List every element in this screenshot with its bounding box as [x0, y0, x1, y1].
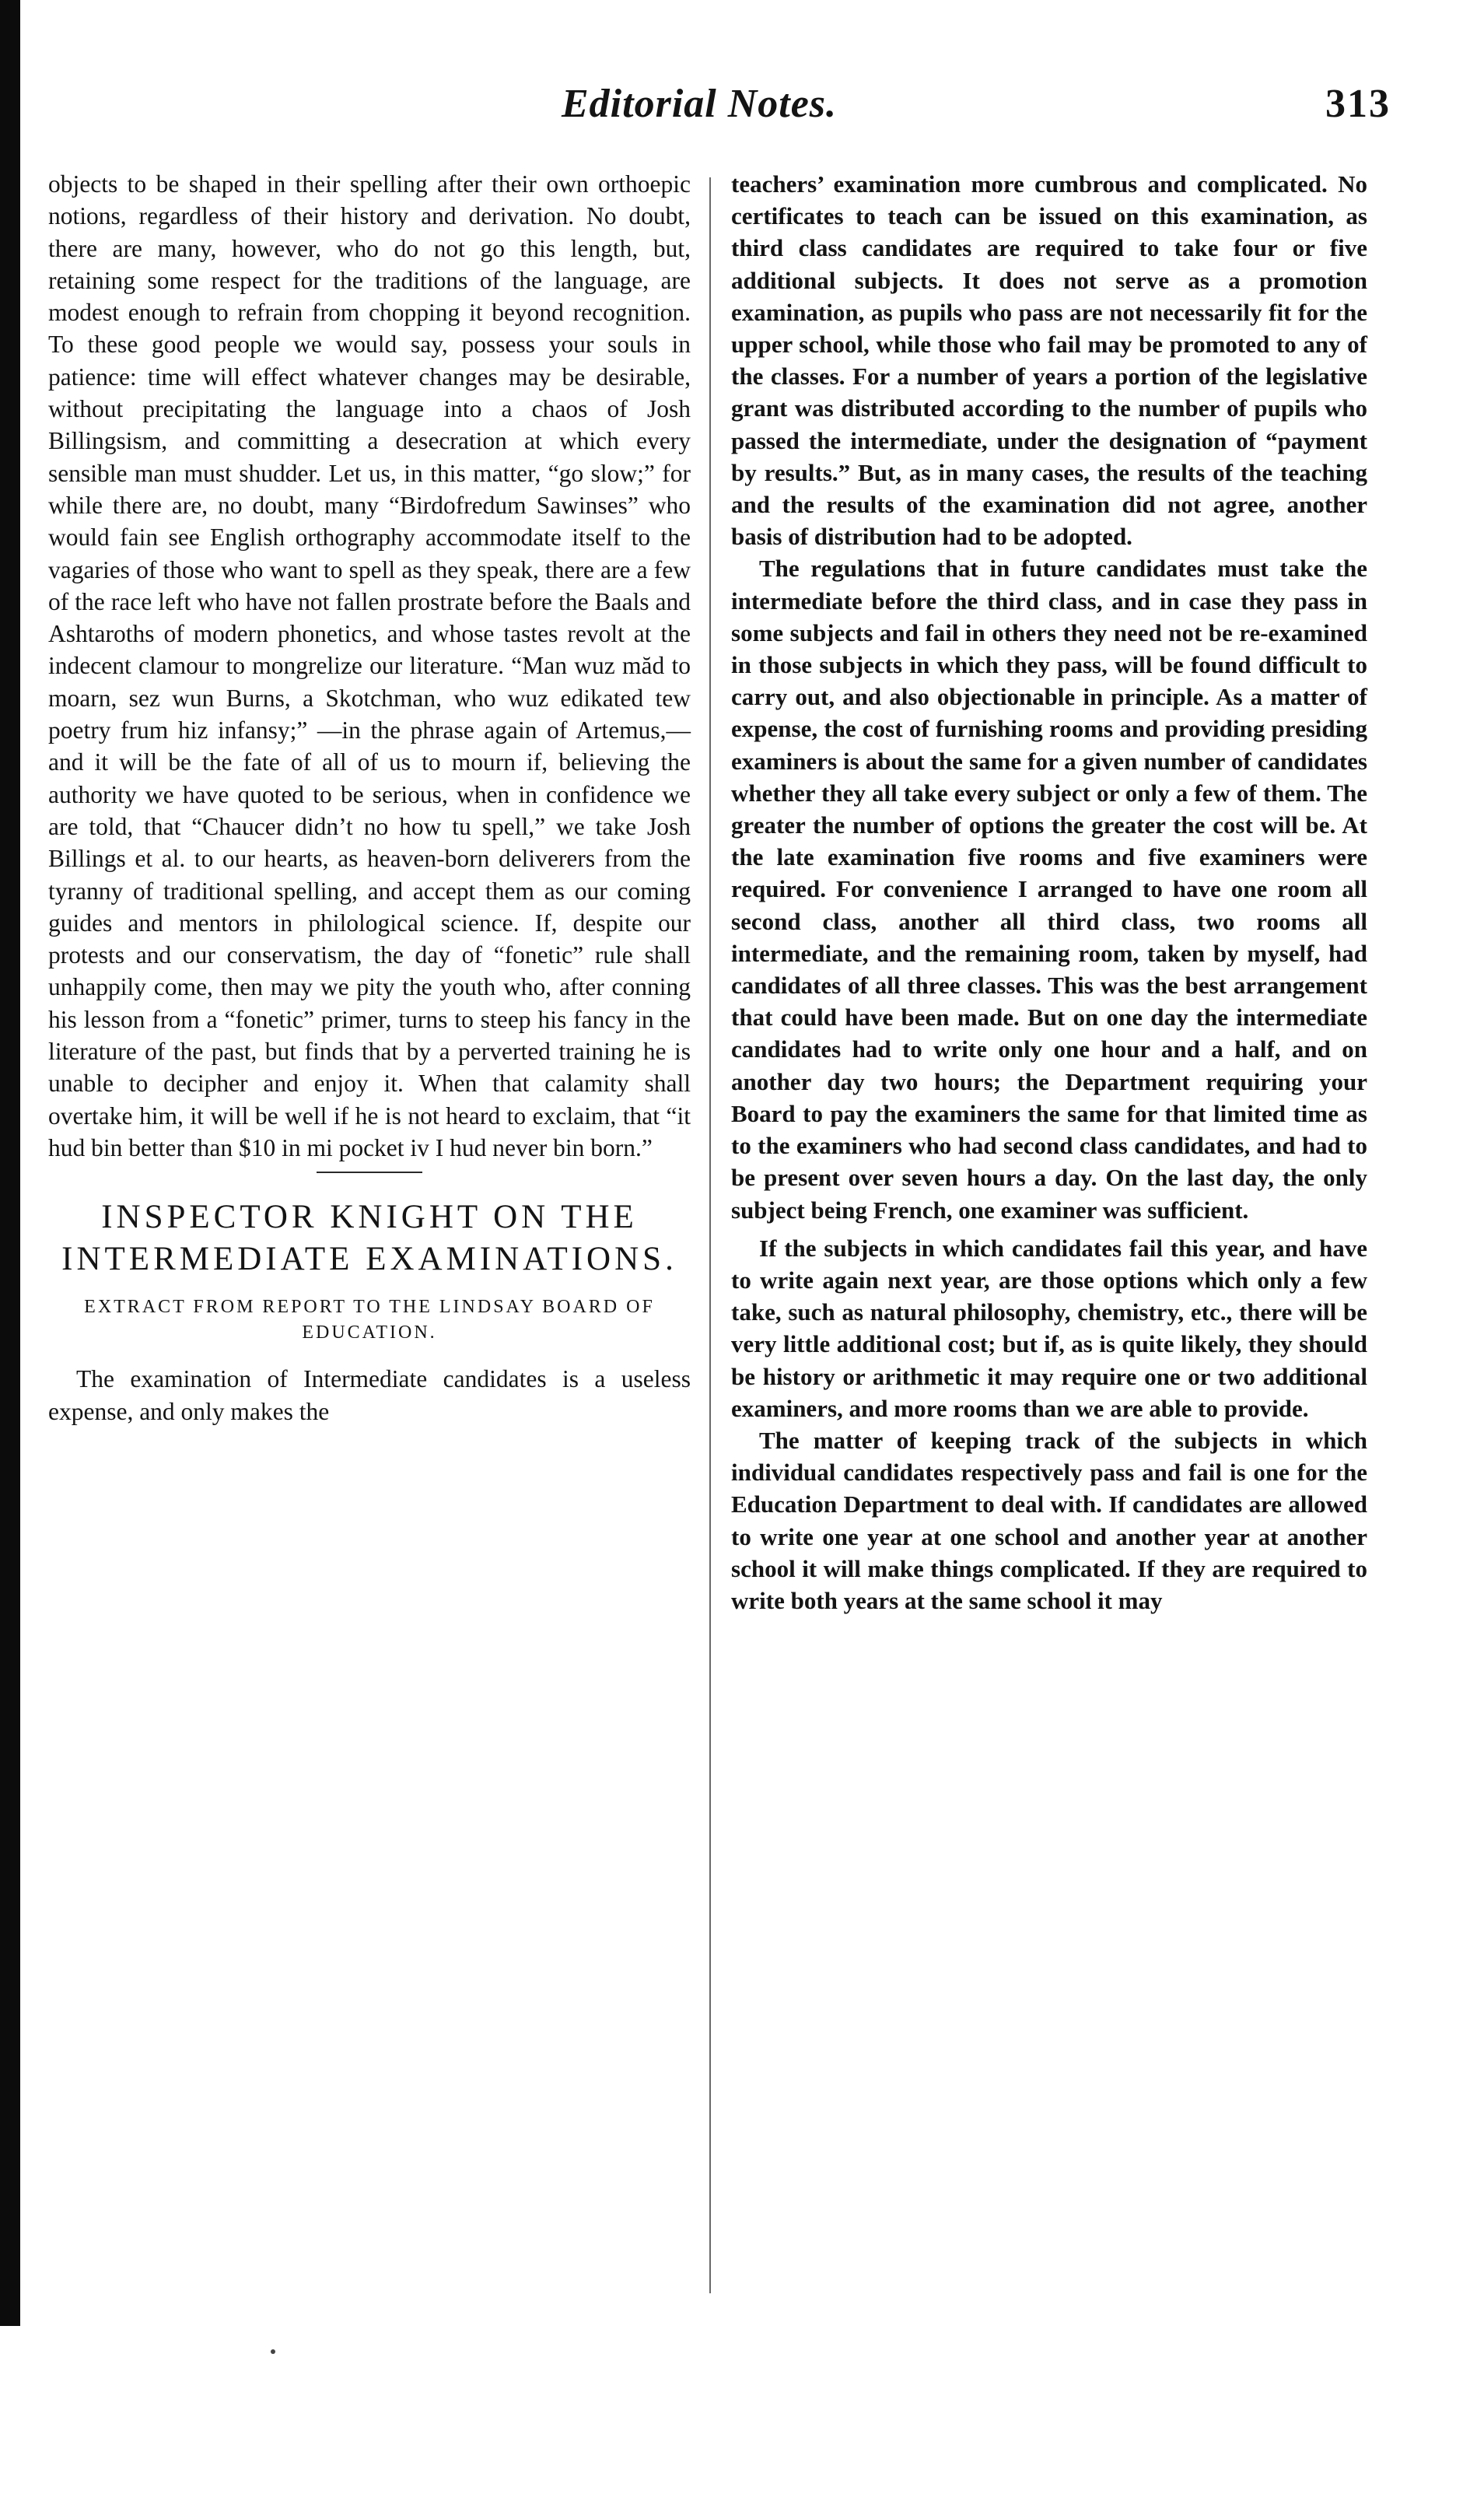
right-paragraph-3: If the subjects in which candidates fail this year, and have to write again next year, are those options which only a few take, such as natural philosophy, chemistry, etc., there will be very little additional cost; but if, as is quite likely, they should be history or arithmetic it may require one or two additional examiners, and more rooms than we are able to provide. [731, 1234, 1367, 1422]
left-column [48, 168, 691, 1427]
article-heading: INSPECTOR KNIGHT ON THE INTERMEDIATE EXAMINATIONS. [61, 1199, 677, 1278]
paragraph-spacer [731, 1226, 1367, 1232]
running-title: Editorial Notes. [562, 82, 838, 126]
page-edge-shadow [0, 0, 20, 2326]
article-subheading: EXTRACT FROM REPORT TO THE LINDSAY BOARD OF EDUCATION. [84, 1297, 655, 1343]
right-paragraph-1: teachers’ examination more cumbrous and complicated. No certificates to teach can be issued on this examination, as third class candidates are required to take four or five additional subjects. It does not serve as a promotion examination, as pupils who pass are not necessarily fit for the upper school, while those who fail may be promoted to any of the classes. For a number of years a portion of the legislative grant was distributed according to the number of pupils who passed the intermediate, under the designation of “payment by results.” But, as in many cases, the results of the teaching and the results of the examination did not agree, another basis of distribution had to be adopted. [731, 170, 1367, 551]
right-column [731, 168, 1367, 1617]
print-speck [271, 2349, 275, 2354]
left-paragraph-editorial: objects to be shaped in their spelling after their own orthoepic notions, regardless of their history and derivation. No doubt, there are many, however, who do not go this length, but, retaining some respect for the traditions of the language, are modest enough to refrain from chopping it beyond recognition. To these good people we would say, possess your souls in patience: time will effect whatever changes may be desirable, without precipitating the language into a chaos of Josh Billingsism, and committing a desecration at which every sensible man must shudder. Let us, in this matter, “go slow;” for while there are, no doubt, many “Birdofredum Sawinses” who would fain see English orthography accommodate itself to the vagaries of those who want to spell as they speak, there are a few of the race left who have not fallen prostrate before the Baals and Ashtaroths of modern phonetics, and whose tastes revolt at the indecent clamour to mongrelize our literature. “Man wuz măd to moarn, sez wun Burns, a Skotchman, who wuz edikated tew poetry frum hiz infansy;” —in the phrase again of Artemus,—and it will be the fate of all of us to mourn if, believing the authority we have quoted to be serious, when in confidence we are told, that “Chaucer didn’t no how tu spell,” we take Josh Billings et al. to our hearts, as heaven-born deliverers from the tyranny of traditional spelling, and accept them as our coming guides and mentors in philological science. If, despite our protests and our conservatism, the day of “fonetic” rule shall unhappily come, then may we pity the youth who, after conning his lesson from a “fonetic” primer, turns to steep his fancy in the literature of the past, but finds that by a perverted training he is unable to decipher and enjoy it. When that calamity shall overtake him, it will be well if he is not heard to exclaim, that “it hud bin better than $10 in mi pocket iv I hud never bin born.” [48, 170, 691, 1161]
article-opening-paragraph: The examination of Intermediate candidates is a useless expense, and only makes the [48, 1365, 691, 1425]
right-paragraph-4: The matter of keeping track of the subjects in which individual candidates respectively pass and fail is one for the Education Department to deal with. If candidates are allowed to write one year at one school and another year at another school it will make things complicated. If they are required to write both years at the same school it may [731, 1426, 1367, 1614]
running-head [0, 81, 1484, 135]
column-divider [709, 177, 711, 2293]
right-paragraph-2: The regulations that in future candidates must take the intermediate before the third class, and in case they pass in some subjects and fail in others they need not be re-examined in those subjects in which they pass, will be found difficult to carry out, and also objectionable in principle. As a matter of expense, the cost of furnishing rooms and providing presiding examiners is about the same for a given number of candidates whether they all take every subject or only a few of them. The greater the number of options the greater the cost will be. At the late examination five rooms and five examiners were required. For convenience I arranged to have one room all second class, another all third class, two rooms all intermediate, and the remaining room, taken by myself, had candidates of all three classes. This was the best arrangement that could have been made. But on one day the intermediate candidates had to write only one hour and a half, and on another day two hours; the Department requiring your Board to pay the examiners the same for that limited time as to the examiners who had second class candidates, and had to be present over seven hours a day. On the last day, the only subject being French, one examiner was sufficient. [731, 555, 1367, 1224]
article-divider [317, 1172, 422, 1173]
page-number: 313 [1325, 82, 1391, 126]
